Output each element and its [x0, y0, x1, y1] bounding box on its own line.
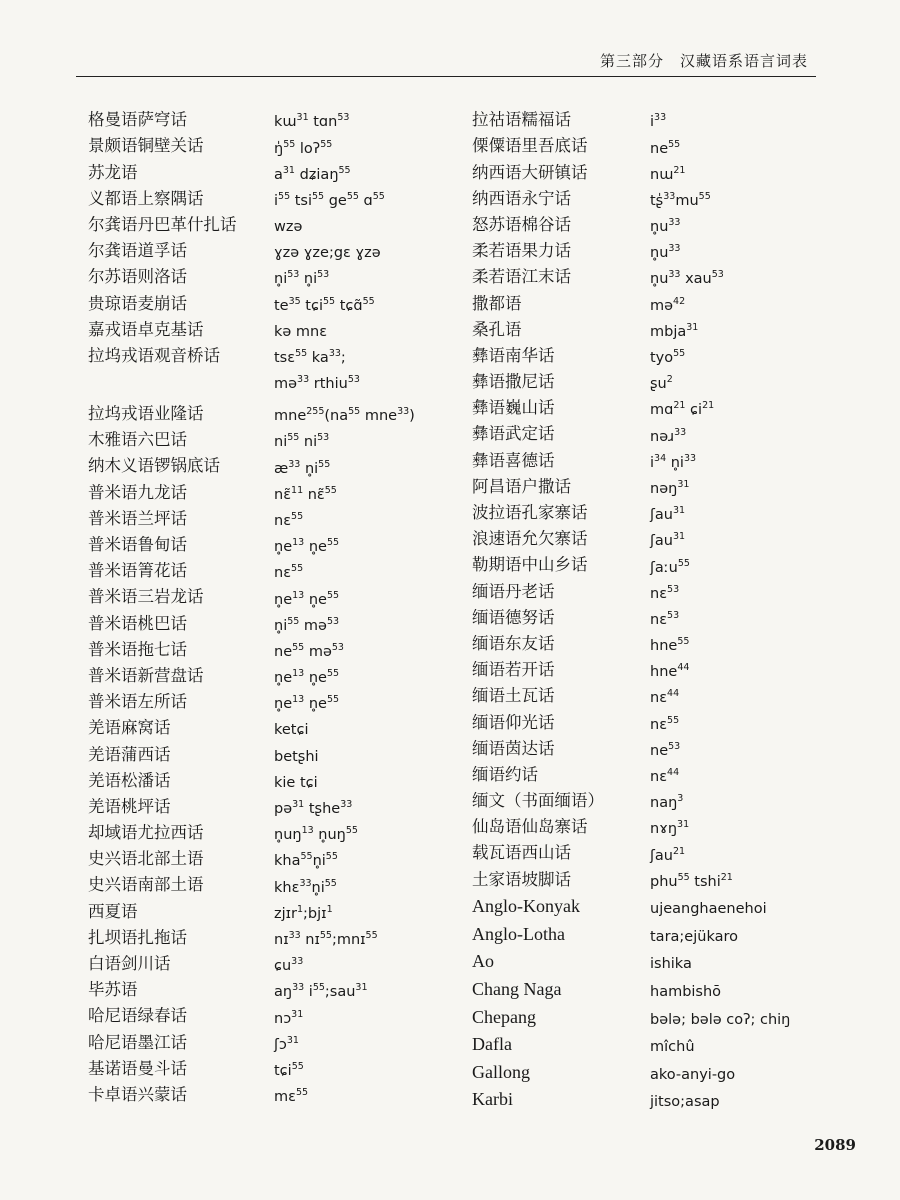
word-form: $ne^{55}$	[650, 138, 681, 157]
word-form: bələ; bələ coʔ; chiŋ	[650, 1011, 791, 1028]
entry-row	[88, 922, 415, 948]
word-form: wzə	[274, 218, 303, 235]
word-form: ʃau$^{21}$	[650, 845, 686, 864]
word-form: zjɪr$^1$;bjɪ$^1$	[274, 903, 333, 922]
dialect-name: 拉祜语糯福话	[472, 110, 571, 130]
dialect-name: 彝语撒尼话	[472, 372, 555, 392]
word-form: $n̥e^{13}$ $n̥e^{55}$	[274, 589, 340, 608]
dialect-name: 普米语鲁甸话	[88, 535, 187, 554]
word-form: phu$^{55}$ tshi$^{21}$	[650, 871, 733, 890]
dialect-name: Anglo-Konyak	[472, 896, 580, 917]
dialect-name: 苏龙语	[88, 162, 138, 182]
word-form: ʃau$^{31}$	[650, 505, 686, 523]
dialect-name: 羌语麻窝话	[88, 718, 171, 738]
word-form: ŋ̍$^{55}$ loʔ$^{55}$	[274, 138, 333, 157]
dialect-name: 缅文（书面缅语）	[472, 791, 604, 811]
dialect-name: 普米语左所话	[88, 692, 187, 712]
entry-row	[472, 602, 790, 628]
word-form: mɑ$^{21}$ ɕi$^{21}$	[650, 400, 715, 419]
entry-row	[88, 712, 415, 738]
word-form: $te^{35}$ tɕi$^{55}$ tɕɑ̃$^{55}$	[274, 295, 375, 314]
entry-row	[88, 287, 415, 313]
dialect-name: 普米语兰坪话	[88, 508, 187, 528]
entry-row	[472, 130, 790, 156]
word-form: tɕi$^{55}$	[274, 1060, 304, 1079]
word-form: $tʂ̍^{33}mu^{55}$	[650, 190, 711, 209]
dialect-name: 载瓦语西山话	[472, 843, 571, 863]
entry-row	[88, 581, 415, 607]
entry-row	[472, 314, 790, 340]
entry-row	[88, 235, 415, 261]
dialect-name: 羌语松潘话	[88, 770, 171, 790]
word-form: $n̥e^{13}$ $n̥e^{55}$	[274, 668, 340, 686]
word-form: nɛ$^{55}$	[650, 714, 680, 733]
running-header: 第三部分 汉藏语系语言词表	[599, 52, 808, 70]
entry-row	[88, 476, 415, 502]
dialect-name: Anglo-Lotha	[472, 923, 565, 944]
entry-row	[88, 130, 415, 156]
entry-row	[472, 890, 790, 918]
word-form: mbja$^{31}$	[650, 321, 699, 340]
word-form: jitso;asap	[650, 1094, 720, 1111]
word-form: $n̥e^{13}$ $n̥e^{55}$	[274, 694, 340, 713]
word-form: ʂu$^2$	[650, 374, 673, 393]
entry-row	[88, 1000, 415, 1026]
word-form: $n̥u^{33}$	[650, 217, 681, 235]
entry-row	[88, 817, 415, 843]
word-form: nɛ$^{55}$	[274, 510, 304, 529]
dialect-name: 纳木义语锣锅底话	[88, 456, 220, 476]
dialect-name: 土家语坡脚话	[472, 869, 571, 889]
word-form: ɕu$^{33}$	[274, 956, 304, 974]
word-form: $n̥e^{13}$ $n̥e^{55}$	[274, 537, 340, 555]
dialect-name: 普米语拖七话	[88, 639, 187, 659]
word-form: hne$^{44}$	[650, 662, 690, 681]
word-form: ʃaːu$^{55}$	[650, 557, 690, 576]
dialect-name: 缅语茵达话	[472, 738, 555, 758]
word-form: ɣzə ɣze;gɛ ɣzə	[274, 245, 381, 262]
entry-row	[88, 1053, 415, 1079]
dialect-name: Dafla	[472, 1034, 512, 1055]
dialect-name: 史兴语北部土语	[88, 849, 204, 869]
word-form: kie tɕi	[274, 774, 318, 791]
word-form: $n̥u^{33}$ xau$^{53}$	[650, 269, 724, 288]
word-form: $ni^{55}$ $ni^{53}$	[274, 432, 330, 451]
dialect-name: 柔若语江末话	[472, 267, 571, 287]
entry-row	[472, 156, 790, 182]
word-form: ishika	[650, 956, 692, 973]
entry-row	[472, 183, 790, 209]
entry-row	[88, 686, 415, 712]
dialect-name: 缅语仰光话	[472, 712, 555, 732]
dialect-name: 贵琼语麦崩话	[88, 293, 187, 313]
word-form: ʃɔ$^{31}$	[274, 1034, 299, 1053]
dialect-name: 缅语东友话	[472, 633, 555, 653]
word-form: nɛ$^{53}$	[650, 609, 680, 628]
entry-row	[88, 948, 415, 974]
dialect-name: 羌语蒲西话	[88, 744, 171, 764]
dialect-name: 彝语喜德话	[472, 450, 555, 470]
dialect-name: Karbi	[472, 1089, 513, 1110]
word-form: ketɕi	[274, 722, 309, 739]
entry-row	[472, 1000, 790, 1028]
entry-row	[472, 340, 790, 366]
word-form: $ne^{55}$ mə$^{53}$	[274, 641, 344, 660]
dialect-name: 纳西语大研镇话	[472, 162, 588, 182]
entry-row	[88, 555, 415, 581]
entry-row	[88, 156, 415, 182]
word-form: mə$^{33}$ rthiu$^{53}$	[274, 374, 360, 393]
dialect-name: 缅语丹老话	[472, 581, 555, 601]
dialect-name: Gallong	[472, 1061, 530, 1082]
entry-row	[88, 765, 415, 791]
word-form: ujeanghaenehoi	[650, 901, 767, 918]
word-form: $aŋ^{33}$ $i^{55};sau^{31}$	[274, 982, 368, 1001]
entry-row	[472, 575, 790, 601]
word-form: $n̥u^{33}$	[650, 243, 681, 262]
word-form: nɛ$^{55}$	[274, 563, 304, 582]
dialect-name: 卡卓语兴蒙话	[88, 1084, 187, 1104]
dialect-name: 木雅语六巴话	[88, 430, 187, 450]
word-form: ako-anyi-go	[650, 1066, 736, 1083]
entry-row	[88, 392, 415, 424]
dialect-name: 嘉戎语卓克基话	[88, 319, 204, 339]
entry-row	[472, 945, 790, 973]
entry-row	[88, 261, 415, 287]
dialect-name: 格曼语萨穹话	[88, 110, 187, 130]
word-form: nɛ$^{44}$	[650, 767, 680, 785]
word-form: hne$^{55}$	[650, 636, 690, 654]
entry-row	[472, 497, 790, 523]
word-form: mɛ$^{55}$	[274, 1087, 309, 1105]
word-form: ʃau$^{31}$	[650, 531, 686, 550]
entry-row	[472, 680, 790, 706]
entry-row	[88, 104, 415, 130]
entry-row	[472, 261, 790, 287]
word-form: tara;ejükaro	[650, 928, 738, 945]
entry-row	[472, 811, 790, 837]
dialect-name: 彝语南华话	[472, 345, 555, 365]
dialect-name: 扎坝语扎拖话	[88, 927, 187, 947]
dialect-name: 波拉语孔家寨话	[472, 503, 588, 522]
entry-row	[472, 972, 790, 1000]
entry-row	[472, 1028, 790, 1056]
dialect-name: 尔苏语则洛话	[88, 267, 187, 287]
entry-row	[88, 366, 415, 392]
entry-row	[88, 209, 415, 235]
entry-row	[472, 209, 790, 235]
dialect-name: 彝语巍山话	[472, 398, 555, 418]
dialect-name: 勒期语中山乡话	[472, 555, 588, 575]
word-form: kə mnɛ	[274, 323, 328, 340]
entry-row	[88, 503, 415, 529]
dialect-name: 毕苏语	[88, 980, 138, 1000]
dialect-name: 柔若语果力话	[472, 241, 571, 261]
entry-row	[88, 529, 415, 555]
entry-row	[472, 549, 790, 575]
entry-row	[88, 869, 415, 895]
entry-row	[472, 706, 790, 732]
dialect-name: 桑孔语	[472, 319, 522, 339]
dialect-name: 拉坞戎语观音桥话	[88, 345, 220, 365]
word-form: nɛ̃$^{11}$ nɛ̃$^{55}$	[274, 484, 337, 503]
left-column	[88, 104, 415, 1105]
entry-row	[472, 863, 790, 889]
dialect-name: 却域语尤拉西话	[88, 823, 204, 843]
header-rule	[76, 76, 816, 77]
entry-row	[88, 314, 415, 340]
dialect-name: 尔龚语道孚话	[88, 241, 187, 261]
word-form: betʂhi	[274, 748, 319, 765]
entry-row	[88, 738, 415, 764]
dialect-name: 哈尼语墨江话	[88, 1032, 187, 1052]
dialect-name: Ao	[472, 951, 494, 972]
entry-row	[472, 235, 790, 261]
dialect-name: 普米语三岩龙话	[88, 587, 204, 607]
entry-row	[472, 917, 790, 945]
dialect-name: 白语剑川话	[88, 954, 171, 973]
entry-row	[472, 287, 790, 313]
word-form: pə$^{31}$ tʂhe$^{33}$	[274, 799, 353, 817]
entry-row	[472, 785, 790, 811]
dialect-name: 普米语新营盘话	[88, 665, 204, 685]
word-form: nɯ$^{21}$	[650, 164, 686, 183]
entry-row	[88, 1026, 415, 1052]
word-form: nɪ$^{33}$ nɪ$^{55}$;mnɪ$^{55}$	[274, 929, 378, 948]
word-form: nəŋ$^{31}$	[650, 478, 690, 497]
entry-row	[472, 837, 790, 863]
dialect-name: 普米语箐花话	[88, 561, 187, 581]
entry-row	[88, 450, 415, 476]
page-number: 2089	[814, 1136, 856, 1154]
dialect-name: 哈尼语绿春话	[88, 1006, 187, 1026]
entry-row	[472, 523, 790, 549]
word-form: tyo$^{55}$	[650, 348, 686, 366]
entry-row	[472, 418, 790, 444]
word-form: $kha^{55}n̥i^{55}$	[274, 851, 338, 870]
entry-row	[472, 1055, 790, 1083]
entry-row	[472, 733, 790, 759]
word-form: tsɛ$^{55}$ $ka^{33}$;	[274, 348, 346, 366]
dialect-name: 史兴语南部土语	[88, 875, 204, 895]
word-form: $æ^{33}$ $n̥i^{55}$	[274, 458, 331, 477]
word-form: $i^{33}$	[650, 112, 667, 131]
dialect-name: 缅语约话	[472, 764, 538, 784]
word-form: $n̥uŋ^{13}$ $n̥uŋ^{55}$	[274, 825, 358, 844]
entry-row	[88, 424, 415, 450]
word-form: hambishō	[650, 984, 722, 1000]
entry-row	[472, 392, 790, 418]
entry-row	[472, 104, 790, 130]
dialect-name: 拉坞戎语业隆话	[88, 404, 204, 424]
entry-row	[472, 366, 790, 392]
entry-row	[88, 791, 415, 817]
word-form: mîchû	[650, 1039, 695, 1056]
dialect-name: 缅语德努话	[472, 607, 555, 627]
dialect-name: 普米语九龙话	[88, 482, 187, 502]
dialect-name: 仙岛语仙岛寨话	[472, 817, 588, 837]
dialect-name: 西夏语	[88, 901, 138, 921]
dialect-name: 义都语上察隅话	[88, 188, 204, 208]
word-form: naŋ$^3$	[650, 793, 684, 812]
dialect-name: Chang Naga	[472, 979, 562, 999]
entry-row	[88, 183, 415, 209]
word-form: nɤŋ$^{31}$	[650, 819, 690, 838]
entry-row	[88, 634, 415, 660]
right-column	[472, 104, 790, 1110]
dialect-name: 纳西语永宁话	[472, 188, 571, 208]
dialect-name: 阿昌语户撒话	[472, 476, 571, 496]
entry-row	[472, 444, 790, 470]
entry-row	[472, 1083, 790, 1111]
word-form: nəɹ$^{33}$	[650, 426, 687, 445]
word-form: nɛ$^{44}$	[650, 688, 680, 707]
entry-row	[472, 628, 790, 654]
word-form: mə$^{42}$	[650, 295, 686, 314]
entry-row	[472, 759, 790, 785]
word-form: nɔ$^{31}$	[274, 1008, 304, 1027]
dialect-name: 普米语桃巴话	[88, 613, 187, 633]
word-form: nɛ$^{53}$	[650, 583, 680, 602]
dialect-name: 缅语若开话	[472, 660, 555, 680]
entry-row	[472, 471, 790, 497]
dialect-name: 尔龚语丹巴革什扎话	[88, 214, 237, 234]
entry-row	[88, 843, 415, 869]
word-form: $ne^{53}$	[650, 740, 681, 759]
word-form: $i^{55}$ tsi$^{55}$ $ge^{55}$ ɑ$^{55}$	[274, 190, 385, 209]
entry-row	[88, 974, 415, 1000]
dialect-name: 撒都语	[472, 293, 522, 313]
dialect-name: Chepang	[472, 1006, 536, 1027]
dialect-name: 基诺语曼斗话	[88, 1058, 187, 1078]
word-form: $a^{31}$ dʑiaŋ$^{55}$	[274, 164, 351, 183]
word-form: $khɛ^{33}n̥i^{55}$	[274, 877, 337, 896]
dialect-name: 彝语武定话	[472, 424, 555, 444]
entry-row	[88, 1079, 415, 1105]
word-form: $i^{34}$ $n̥i^{33}$	[650, 452, 697, 471]
entry-row	[88, 895, 415, 921]
dialect-name: 景颇语铜壁关话	[88, 136, 204, 156]
dialect-name: 缅语土瓦话	[472, 686, 555, 706]
dialect-name: 傈僳语里吾底话	[472, 136, 588, 156]
word-form: $mne^{255}(na^{55}$ mne$^{33}$)	[274, 406, 415, 425]
dialect-name: 怒苏语棉谷话	[472, 214, 571, 234]
dialect-name: 浪速语允欠寨话	[472, 529, 588, 549]
entry-row	[88, 340, 415, 366]
word-form: $n̥i^{55}$ mə$^{53}$	[274, 615, 340, 634]
dialect-name: 羌语桃坪话	[88, 796, 171, 816]
entry-row	[88, 660, 415, 686]
entry-row	[472, 654, 790, 680]
word-form: kɯ$^{31}$ tɑn$^{53}$	[274, 112, 350, 131]
entry-row	[88, 607, 415, 633]
word-form: $n̥i^{53}$ $n̥i^{53}$	[274, 269, 330, 288]
